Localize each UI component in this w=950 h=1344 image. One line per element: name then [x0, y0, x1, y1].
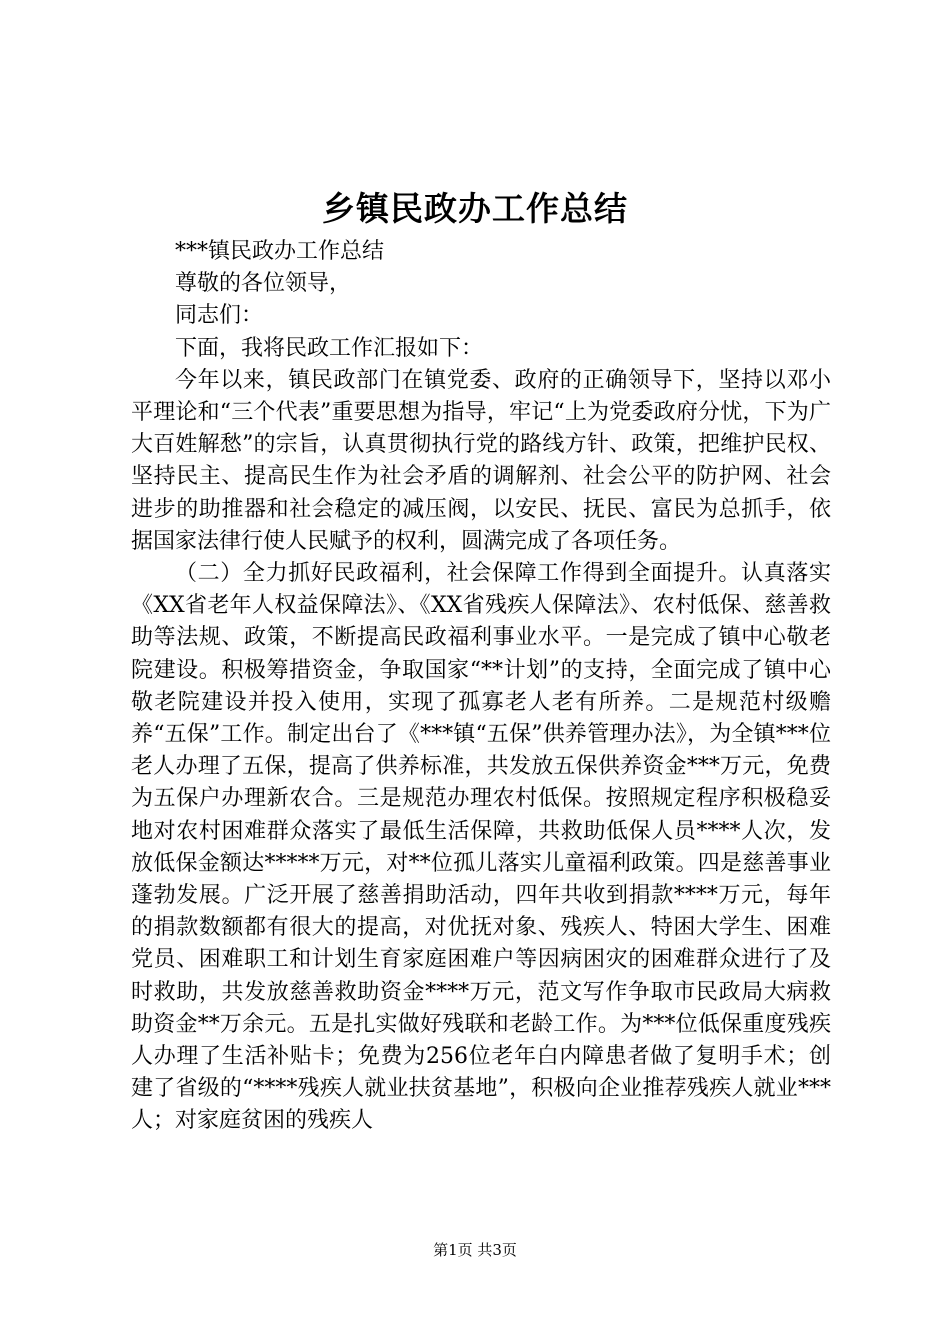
- paragraph-section-two: （二）全力抓好民政福利，社会保障工作得到全面提升。认真落实《XX省老年人权益保障法》、《XX省残疾人保障法》、农村低保、慈善救助等法规、政策，不断提高民政福利事业水平。一是完成了镇中心敬老院建设。积极筹措资金，争取国家“**计划”的支持，全面完成了镇中心敬老院建设并投入使用，实现了孤寡老人老有所养。二是规范村级赡养“五保”工作。制定出台了《***镇“五保”供养管理办法》，为全镇***位老人办理了五保，提高了供养标准，共发放五保供养资金***万元，免费为五保户办理新农合。三是规范办理农村低保。按照规定程序积极稳妥地对农村困难群众落实了最低生活保障，共救助低保人员****人次，发放低保金额达*****万元，对**位孤儿落实儿童福利政策。四是慈善事业蓬勃发展。广泛开展了慈善捐助活动，四年共收到捐款****万元，每年的捐款数额都有很大的提高，对优抚对象、残疾人、特困大学生、困难党员、困难职工和计划生育家庭困难户等因病困灾的困难群众进行了及时救助，共发放慈善救助资金****万元，范文写作争取市民政局大病救助资金**万余元。五是扎实做好残联和老龄工作。为***位低保重度残疾人办理了生活补贴卡；免费为256位老年白内障患者做了复明手术；创建了省级的“****残疾人就业扶贫基地”，积极向企业推荐残疾人就业***人；对家庭贫困的残疾人: [131, 561, 831, 1134]
- paragraph-overview: 今年以来，镇民政部门在镇党委、政府的正确领导下，坚持以邓小平理论和“三个代表”重要思想为指导，牢记“上为党委政府分忧，下为广大百姓解愁”的宗旨，认真贯彻执行党的路线方针、政策，把维护民权、坚持民主、提高民生作为社会矛盾的调解剂、社会公平的防护网、社会进步的助推器和社会稳定的减压阀，以安民、抚民、富民为总抓手，依据国家法律行使人民赋予的权利，圆满完成了各项任务。: [131, 367, 831, 554]
- document-body: [131, 236, 831, 1138]
- paragraph-address: 同志们：: [175, 303, 264, 329]
- document-title: 乡镇民政办工作总结: [322, 189, 628, 228]
- paragraph-salutation: 尊敬的各位领导，: [175, 271, 352, 297]
- paragraph-intro: 下面，我将民政工作汇报如下：: [175, 335, 484, 361]
- page-number-footer: 第1页 共3页: [433, 1241, 517, 1259]
- paragraph-heading-line: ***镇民政办工作总结: [175, 239, 385, 264]
